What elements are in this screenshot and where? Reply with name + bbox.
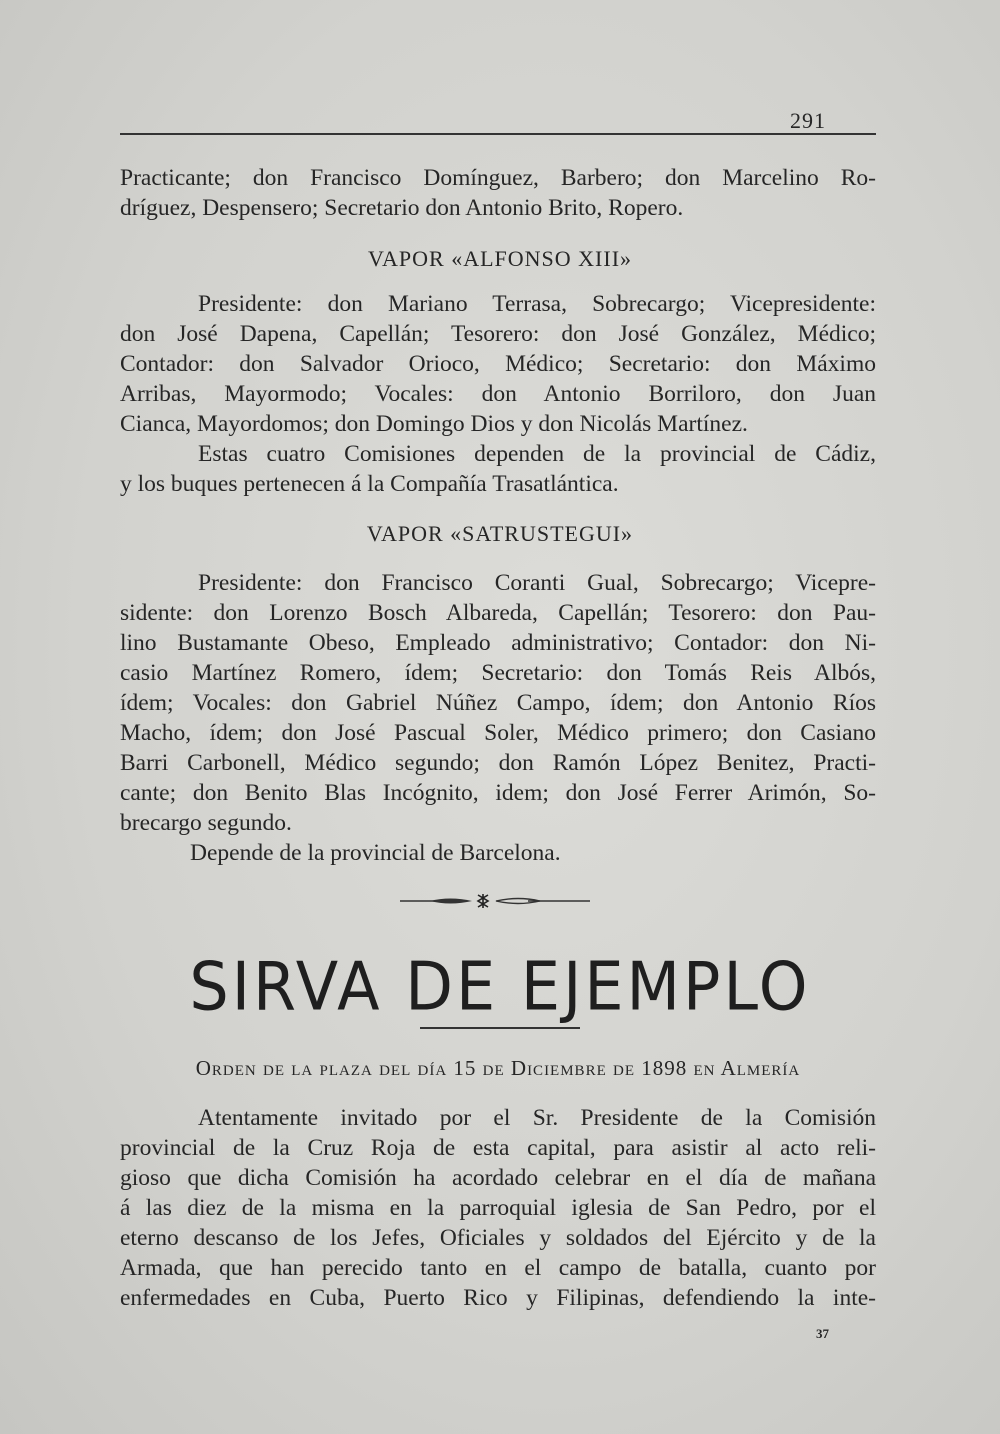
satrustegui-paragraph <box>120 568 876 868</box>
text-line: dríguez, Despensero; Secretario don Antonio Brito, Ropero. <box>120 195 684 221</box>
text-line: Macho, ídem; don José Pascual Soler, Médico primero; don Casiano <box>120 720 876 746</box>
text-line: Practicante; don Francisco Domínguez, Barbero; don Marcelino Ro- <box>120 165 876 191</box>
section-heading-alfonso: VAPOR «ALFONSO XIII» <box>367 246 633 271</box>
text-line: Contador: don Salvador Orioco, Médico; Secretario: don Máximo <box>120 351 876 377</box>
text-line: brecargo segundo. <box>120 810 292 836</box>
signature-mark: 37 <box>816 1326 829 1341</box>
text-line: Atentamente invitado por el Sr. Presidente de la Comisión <box>198 1105 876 1131</box>
page-number: 291 <box>790 108 826 133</box>
text-line: lino Bustamante Obeso, Empleado administrativo; Contador: don Ni- <box>120 630 876 656</box>
alfonso-paragraph <box>120 289 876 499</box>
section-heading-satrustegui: VAPOR «SATRUSTEGUI» <box>366 521 634 546</box>
text-line: y los buques pertenecen á la Compañía Trasatlántica. <box>120 471 619 497</box>
text-line: Barri Carbonell, Médico segundo; don Ramón López Benitez, Practi- <box>120 750 876 776</box>
text-line: casio Martínez Romero, ídem; Secretario: don Tomás Reis Albós, <box>120 660 876 686</box>
title-rule <box>420 1027 580 1029</box>
ornament-divider-icon <box>400 893 590 909</box>
text-line: enfermedades en Cuba, Puerto Rico y Filipinas, defendiendo la inte- <box>120 1285 876 1311</box>
text-line: ídem; Vocales: don Gabriel Núñez Campo, ídem; don Antonio Ríos <box>120 690 876 716</box>
article-title: SIRVA DE EJEMPLO <box>189 947 811 1026</box>
text-line: Depende de la provincial de Barcelona. <box>190 840 561 866</box>
article-paragraph <box>120 1103 876 1313</box>
text-line: Presidente: don Francisco Coranti Gual, Sobrecargo; Vicepre- <box>198 570 876 596</box>
text-line: eterno descanso de los Jefes, Oficiales y soldados del Ejército y de la <box>120 1225 876 1251</box>
text-line: cante; don Benito Blas Incógnito, idem; don José Ferrer Arimón, So- <box>120 780 876 806</box>
text-line: Estas cuatro Comisiones dependen de la provincial de Cádiz, <box>198 441 876 467</box>
text-line: don José Dapena, Capellán; Tesorero: don José González, Médico; <box>120 321 876 347</box>
text-line: Cianca, Mayordomos; don Domingo Dios y don Nicolás Martínez. <box>120 411 748 437</box>
text-line: Presidente: don Mariano Terrasa, Sobrecargo; Vicepresidente: <box>198 291 876 317</box>
text-line: Armada, que han perecido tanto en el campo de batalla, cuanto por <box>120 1255 876 1281</box>
text-line: gioso que dicha Comisión ha acordado celebrar en el día de mañana <box>120 1165 876 1191</box>
text-line: á las diez de la misma en la parroquial iglesia de San Pedro, por el <box>120 1195 876 1221</box>
continuation-paragraph <box>120 163 876 223</box>
text-line: sidente: don Lorenzo Bosch Albareda, Capellán; Tesorero: don Pau- <box>120 600 876 626</box>
article-subtitle: Orden de la plaza del día 15 de Diciembre de 1898 en Almería <box>195 1056 801 1080</box>
header-rule <box>120 133 876 135</box>
text-line: provincial de la Cruz Roja de esta capital, para asistir al acto reli- <box>120 1135 876 1161</box>
text-line: Arribas, Mayormodo; Vocales: don Antonio Borriloro, don Juan <box>120 381 876 407</box>
